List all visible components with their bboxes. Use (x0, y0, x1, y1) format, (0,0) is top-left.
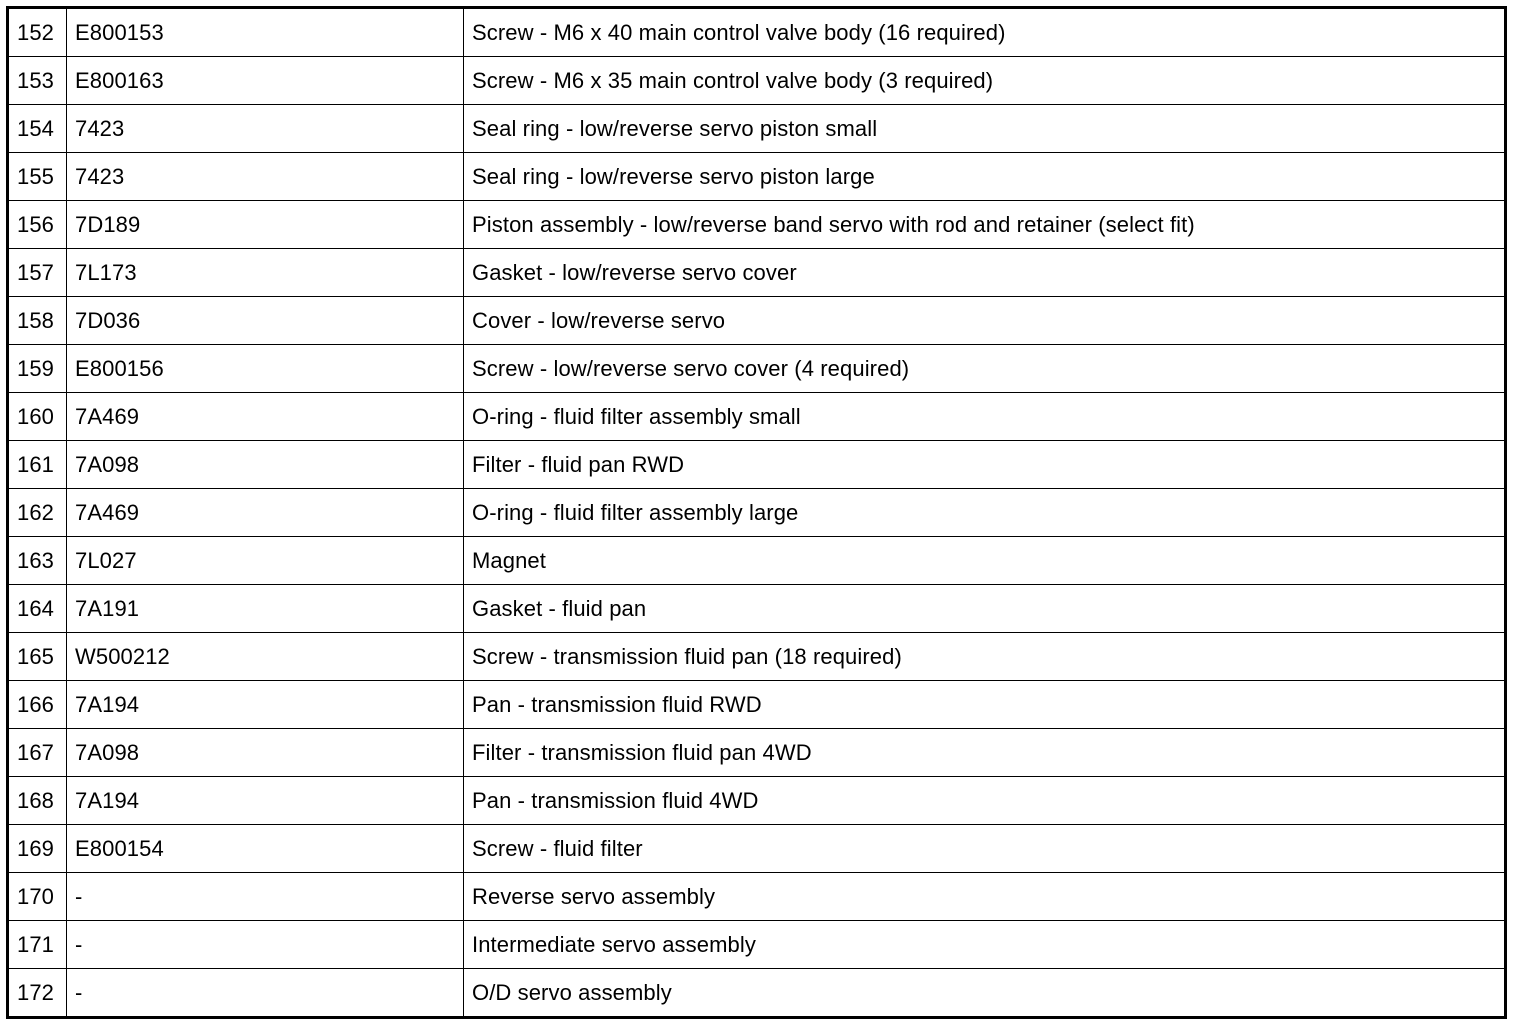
part-number-cell: 7L173 (67, 249, 464, 297)
description-cell: Filter - fluid pan RWD (464, 441, 1506, 489)
item-number-cell: 170 (8, 873, 67, 921)
description-cell: Seal ring - low/reverse servo piston large (464, 153, 1506, 201)
table-row (8, 153, 1506, 201)
part-number-cell: 7A469 (67, 489, 464, 537)
description-cell: Pan - transmission fluid 4WD (464, 777, 1506, 825)
description-cell: Gasket - fluid pan (464, 585, 1506, 633)
part-number-cell: E800156 (67, 345, 464, 393)
table-row (8, 921, 1506, 969)
part-number-cell: 7L027 (67, 537, 464, 585)
table-row (8, 57, 1506, 105)
item-number-cell: 153 (8, 57, 67, 105)
description-cell: Cover - low/reverse servo (464, 297, 1506, 345)
parts-table (6, 6, 1507, 1019)
item-number-cell: 164 (8, 585, 67, 633)
part-number-cell: 7D189 (67, 201, 464, 249)
table-row (8, 633, 1506, 681)
description-cell: Screw - M6 x 35 main control valve body (3 required) (464, 57, 1506, 105)
item-number-cell: 166 (8, 681, 67, 729)
table-row (8, 441, 1506, 489)
part-number-cell: 7423 (67, 105, 464, 153)
item-number-cell: 159 (8, 345, 67, 393)
table-row (8, 729, 1506, 777)
part-number-cell: 7A194 (67, 777, 464, 825)
table-row (8, 8, 1506, 57)
item-number-cell: 157 (8, 249, 67, 297)
part-number-cell: - (67, 921, 464, 969)
item-number-cell: 165 (8, 633, 67, 681)
description-cell: Pan - transmission fluid RWD (464, 681, 1506, 729)
part-number-cell: - (67, 969, 464, 1018)
item-number-cell: 161 (8, 441, 67, 489)
part-number-cell: 7A194 (67, 681, 464, 729)
table-row (8, 777, 1506, 825)
part-number-cell: 7A098 (67, 441, 464, 489)
table-row (8, 345, 1506, 393)
description-cell: Filter - transmission fluid pan 4WD (464, 729, 1506, 777)
description-cell: Seal ring - low/reverse servo piston small (464, 105, 1506, 153)
item-number-cell: 154 (8, 105, 67, 153)
part-number-cell: 7A098 (67, 729, 464, 777)
table-row (8, 297, 1506, 345)
item-number-cell: 155 (8, 153, 67, 201)
description-cell: Screw - M6 x 40 main control valve body (16 required) (464, 8, 1506, 57)
part-number-cell: E800154 (67, 825, 464, 873)
item-number-cell: 172 (8, 969, 67, 1018)
item-number-cell: 156 (8, 201, 67, 249)
table-row (8, 537, 1506, 585)
item-number-cell: 168 (8, 777, 67, 825)
description-cell: Piston assembly - low/reverse band servo with rod and retainer (select fit) (464, 201, 1506, 249)
table-row (8, 585, 1506, 633)
description-cell: Screw - transmission fluid pan (18 required) (464, 633, 1506, 681)
table-row (8, 825, 1506, 873)
part-number-cell: 7423 (67, 153, 464, 201)
description-cell: O/D servo assembly (464, 969, 1506, 1018)
part-number-cell: 7A469 (67, 393, 464, 441)
item-number-cell: 158 (8, 297, 67, 345)
item-number-cell: 152 (8, 8, 67, 57)
part-number-cell: E800153 (67, 8, 464, 57)
table-row (8, 489, 1506, 537)
item-number-cell: 160 (8, 393, 67, 441)
part-number-cell: 7A191 (67, 585, 464, 633)
parts-table-body (8, 8, 1506, 1018)
item-number-cell: 171 (8, 921, 67, 969)
description-cell: Screw - fluid filter (464, 825, 1506, 873)
description-cell: Screw - low/reverse servo cover (4 required) (464, 345, 1506, 393)
table-row (8, 873, 1506, 921)
table-row (8, 969, 1506, 1018)
description-cell: Magnet (464, 537, 1506, 585)
part-number-cell: - (67, 873, 464, 921)
description-cell: O-ring - fluid filter assembly small (464, 393, 1506, 441)
table-row (8, 105, 1506, 153)
table-row (8, 249, 1506, 297)
item-number-cell: 163 (8, 537, 67, 585)
description-cell: O-ring - fluid filter assembly large (464, 489, 1506, 537)
description-cell: Gasket - low/reverse servo cover (464, 249, 1506, 297)
description-cell: Reverse servo assembly (464, 873, 1506, 921)
part-number-cell: W500212 (67, 633, 464, 681)
part-number-cell: 7D036 (67, 297, 464, 345)
table-row (8, 201, 1506, 249)
item-number-cell: 169 (8, 825, 67, 873)
description-cell: Intermediate servo assembly (464, 921, 1506, 969)
table-row (8, 681, 1506, 729)
item-number-cell: 167 (8, 729, 67, 777)
item-number-cell: 162 (8, 489, 67, 537)
table-row (8, 393, 1506, 441)
part-number-cell: E800163 (67, 57, 464, 105)
